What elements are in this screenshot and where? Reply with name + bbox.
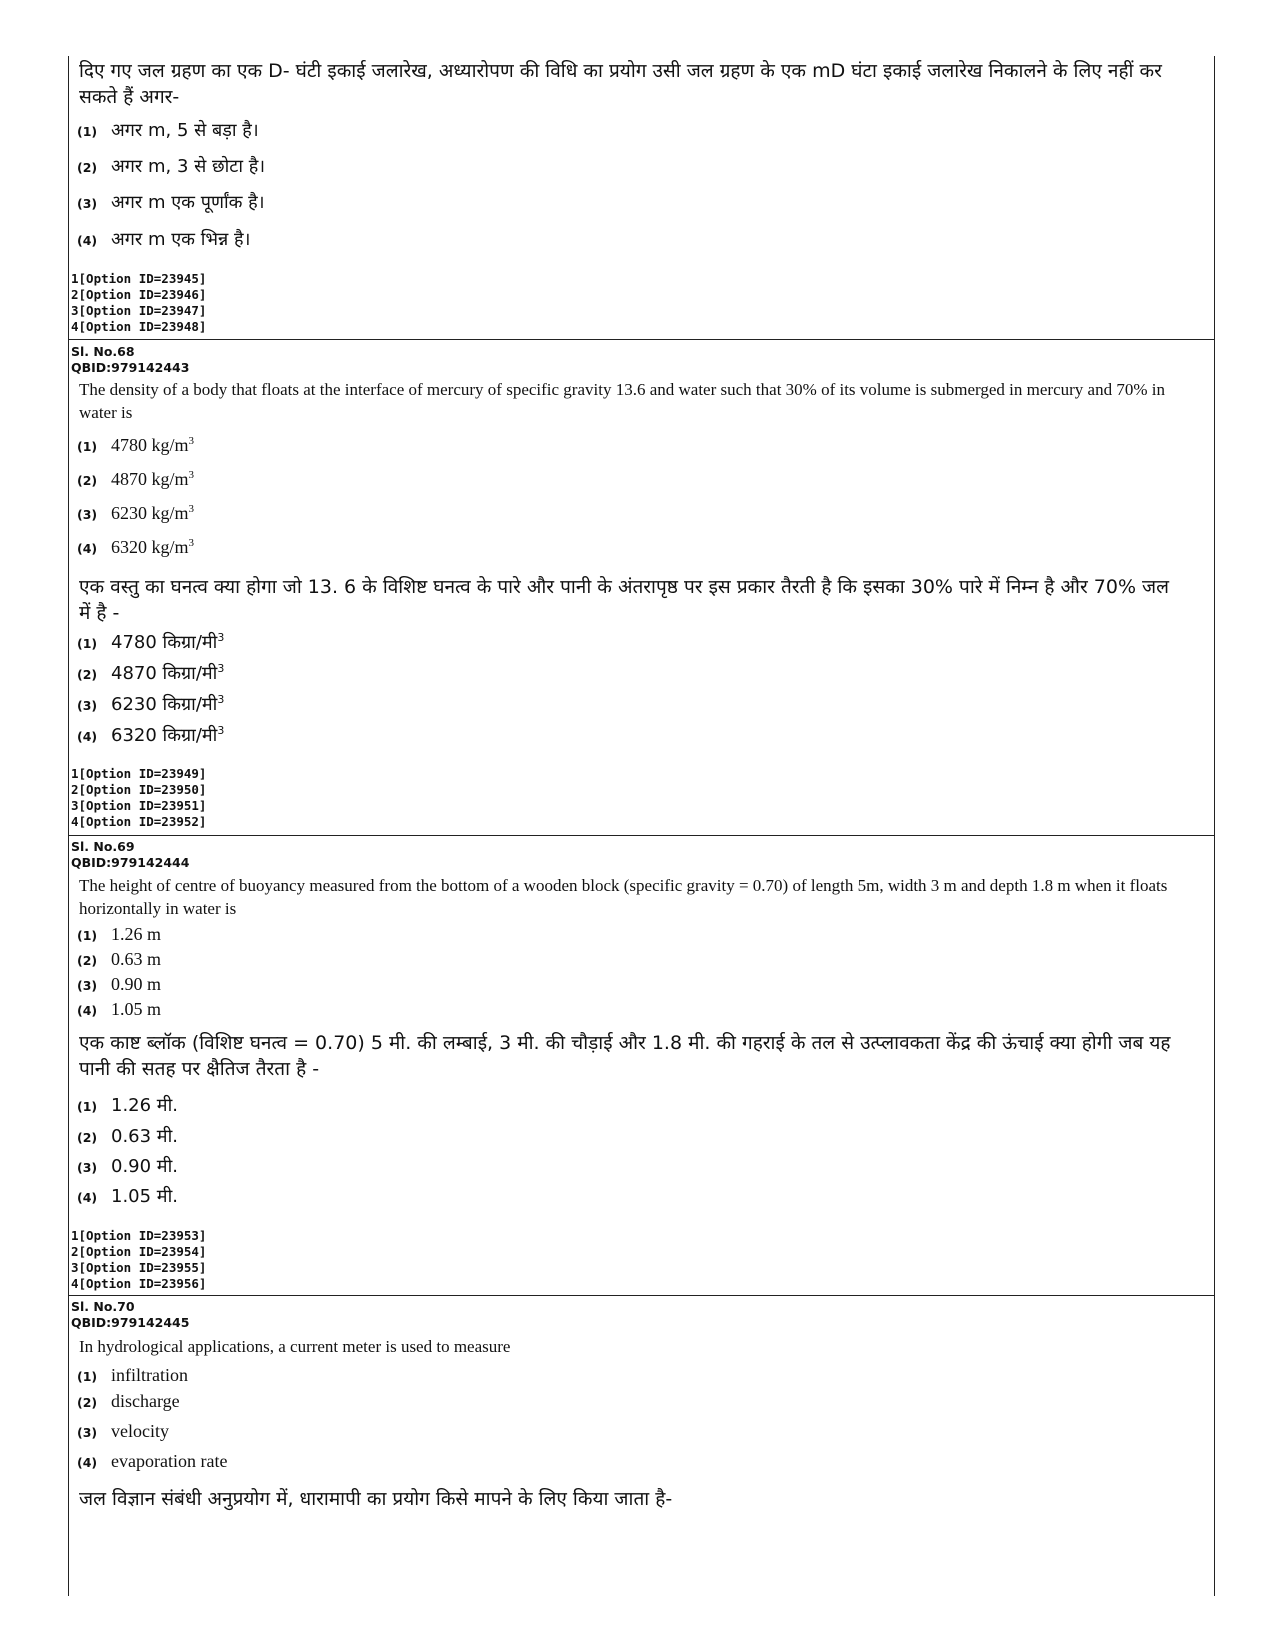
option-3: (3) velocity bbox=[77, 1421, 169, 1441]
question-text-english: In hydrological applications, a current meter is used to measure bbox=[79, 1337, 511, 1356]
option-3: (3) 0.90 m bbox=[77, 974, 162, 994]
option-3-hindi: (3) 0.90 मी. bbox=[77, 1156, 178, 1177]
option-text: 0.63 मी. bbox=[111, 1126, 178, 1147]
qbid: QBID:979142443 bbox=[71, 360, 190, 375]
option-ids: 1[Option ID=23953] 2[Option ID=23954] 3[Option ID=23955] 4[Option ID=23956] bbox=[71, 1228, 207, 1291]
option-2: (2) 4870 $kg/m^3$ bbox=[77, 469, 195, 489]
option-2-hindi: (2) 4870 किग्रा/मी$^3$ bbox=[77, 662, 225, 684]
option-text: अगर m एक पूर्णांक है। bbox=[111, 192, 265, 213]
option-text: 0.90 मी. bbox=[111, 1156, 178, 1177]
question-70 bbox=[69, 1296, 1214, 1596]
question-sheet bbox=[68, 56, 1215, 1596]
option-ids: 1[Option ID=23945] 2[Option ID=23946] 3[Option ID=23947] 4[Option ID=23948] bbox=[71, 271, 207, 334]
option-1: (1) infiltration bbox=[77, 1365, 188, 1385]
question-68 bbox=[69, 340, 1214, 835]
option-1: (1) अगर m, 5 से बड़ा है। bbox=[77, 120, 259, 141]
option-text: 1.05 m bbox=[111, 999, 162, 1019]
option-text: 1.26 मी. bbox=[111, 1095, 178, 1116]
option-4: (4) 6320 $kg/m^3$ bbox=[77, 537, 195, 557]
option-ids: 1[Option ID=23949] 2[Option ID=23950] 3[Option ID=23951] 4[Option ID=23952] bbox=[71, 766, 207, 829]
option-3: (3) 6230 $kg/m^3$ bbox=[77, 503, 195, 523]
serial-number: Sl. No.70 bbox=[71, 1299, 135, 1314]
option-text: अगर m, 3 से छोटा है। bbox=[111, 156, 266, 177]
serial-number: Sl. No.69 bbox=[71, 839, 135, 854]
option-4-hindi: (4) 1.05 मी. bbox=[77, 1186, 178, 1207]
qbid: QBID:979142444 bbox=[71, 855, 190, 870]
option-text: अगर m एक भिन्न है। bbox=[111, 229, 251, 250]
option-text: 0.63 m bbox=[111, 949, 162, 969]
option-1: (1) 4780 $kg/m^3$ bbox=[77, 435, 195, 455]
option-text: discharge bbox=[111, 1391, 180, 1411]
question-69 bbox=[69, 836, 1214, 1295]
option-2-hindi: (2) 0.63 मी. bbox=[77, 1126, 178, 1147]
question-text-hindi: एक वस्तु का घनत्व क्या होगा जो 13. 6 के विशिष्ट घनत्व के पारे और पानी के अंतरापृष्ठ पर इस प्रकार तैरती है कि इसका 30% पारे में निम्न है और 70% जल में है - bbox=[79, 576, 1170, 624]
option-3-hindi: (3) 6230 किग्रा/मी$^3$ bbox=[77, 693, 225, 715]
option-4: (4) 1.05 m bbox=[77, 999, 162, 1019]
option-2: (2) अगर m, 3 से छोटा है। bbox=[77, 156, 266, 177]
option-4: (4) evaporation rate bbox=[77, 1451, 228, 1471]
option-3: (3) अगर m एक पूर्णांक है। bbox=[77, 192, 265, 213]
option-text: अगर m, 5 से बड़ा है। bbox=[111, 120, 259, 141]
question-67 bbox=[69, 56, 1214, 339]
serial-number: Sl. No.68 bbox=[71, 344, 135, 359]
option-2: (2) 0.63 m bbox=[77, 949, 162, 969]
option-text: velocity bbox=[111, 1421, 169, 1441]
question-text-hindi: दिए गए जल ग्रहण का एक D- घंटी इकाई जलारेख, अध्यारोपण की विधि का प्रयोग उसी जल ग्रहण के एक mD घंटा इकाई जलारेख निकालने के लिए नहीं कर सकते हैं अगर- bbox=[79, 60, 1162, 108]
question-meta bbox=[71, 1299, 189, 1331]
question-text-english: The density of a body that floats at the interface of mercury of specific gravity 13.6 and water such that 30% of its volume is submerged in mercury and 70% in water is bbox=[79, 380, 1165, 422]
option-text: 1.05 मी. bbox=[111, 1186, 178, 1207]
option-text: 0.90 m bbox=[111, 974, 162, 994]
question-text-english: The height of centre of buoyancy measured from the bottom of a wooden block (specific gravity = 0.70) of length 5m, width 3 m and depth 1.8 m when it floats horizontally in water is bbox=[79, 876, 1168, 918]
option-1-hindi: (1) 1.26 मी. bbox=[77, 1095, 178, 1116]
option-1-hindi: (1) 4780 किग्रा/मी$^3$ bbox=[77, 631, 225, 653]
option-2: (2) discharge bbox=[77, 1391, 180, 1411]
question-text-hindi: एक काष्ट ब्लॉक (विशिष्ट घनत्व = 0.70) 5 मी. की लम्बाई, 3 मी. की चौड़ाई और 1.8 मी. की गहराई के तल से उत्प्लावकता केंद्र की ऊंचाई क्या होगी जब यह पानी की सतह पर क्षैतिज तैरता है - bbox=[79, 1032, 1171, 1080]
option-text: evaporation rate bbox=[111, 1451, 228, 1471]
question-meta bbox=[71, 839, 189, 871]
option-4: (4) अगर m एक भिन्न है। bbox=[77, 229, 251, 250]
option-text: infiltration bbox=[111, 1365, 188, 1385]
question-meta bbox=[71, 344, 189, 376]
question-text-hindi: जल विज्ञान संबंधी अनुप्रयोग में, धारामापी का प्रयोग किसे मापने के लिए किया जाता है- bbox=[79, 1488, 673, 1510]
option-text: 1.26 m bbox=[111, 924, 162, 944]
option-4-hindi: (4) 6320 किग्रा/मी$^3$ bbox=[77, 724, 225, 746]
option-1: (1) 1.26 m bbox=[77, 924, 162, 944]
qbid: QBID:979142445 bbox=[71, 1315, 190, 1330]
